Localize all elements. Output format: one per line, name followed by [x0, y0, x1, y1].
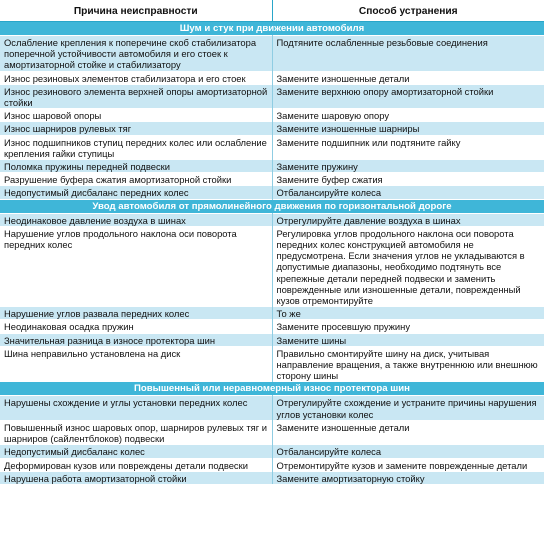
section-header-row — [0, 22, 544, 36]
fix-cell: Правильно смонтируйте шину на диск, учитывая направление вращения, а также внутреннюю или внешнюю сторону шины — [272, 346, 544, 382]
section-title: Повышенный или неравномерный износ протектора шин — [0, 382, 544, 396]
fix-cell: Замените просевшую пружину — [272, 320, 544, 333]
header-fix: Способ устранения — [272, 1, 544, 22]
header-row — [0, 1, 544, 22]
cause-cell: Ослабление крепления к поперечине скоб стабилизатора поперечной устойчивости автомобиля и его стоек к амортизаторной стойке и стабилизатору — [0, 36, 272, 72]
table-row — [0, 122, 544, 135]
cause-cell: Шина неправильно установлена на диск — [0, 346, 272, 382]
fix-cell: Замените пружину — [272, 160, 544, 173]
fix-cell: Отремонтируйте кузов и замените поврежденные детали — [272, 458, 544, 471]
table-row — [0, 213, 544, 226]
section-header-row — [0, 199, 544, 213]
section-title: Увод автомобиля от прямолинейного движения по горизонтальной дороге — [0, 199, 544, 213]
cause-cell: Износ резиновых элементов стабилизатора и его стоек — [0, 71, 272, 84]
cause-cell: Значительная разница в износе протектора шин — [0, 333, 272, 346]
table-row — [0, 71, 544, 84]
table-row — [0, 396, 544, 420]
cause-cell: Нарушение углов продольного наклона оси поворота передних колес — [0, 226, 272, 306]
table-row — [0, 458, 544, 471]
table-row — [0, 186, 544, 199]
table-row — [0, 173, 544, 186]
table-row — [0, 36, 544, 72]
fix-cell: То же — [272, 307, 544, 320]
table-row — [0, 109, 544, 122]
table-row — [0, 307, 544, 320]
table-row — [0, 471, 544, 484]
table-row — [0, 320, 544, 333]
fix-cell: Замените амортизаторную стойку — [272, 471, 544, 484]
fix-cell: Отрегулируйте давление воздуха в шинах — [272, 213, 544, 226]
cause-cell: Неодинаковая осадка пружин — [0, 320, 272, 333]
table-row — [0, 420, 544, 444]
cause-cell: Износ резинового элемента верхней опоры амортизаторной стойки — [0, 84, 272, 108]
fix-cell: Замените шины — [272, 333, 544, 346]
fix-cell: Замените верхнюю опору амортизаторной стойки — [272, 84, 544, 108]
cause-cell: Недопустимый дисбаланс колес — [0, 445, 272, 458]
cause-cell: Поломка пружины передней подвески — [0, 160, 272, 173]
table-row — [0, 84, 544, 108]
fix-cell: Замените шаровую опору — [272, 109, 544, 122]
section-header-row — [0, 382, 544, 396]
fix-cell: Замените буфер сжатия — [272, 173, 544, 186]
table-row — [0, 135, 544, 159]
header-cause: Причина неисправности — [0, 1, 272, 22]
fix-cell: Подтяните ослабленные резьбовые соединения — [272, 36, 544, 72]
fix-cell: Замените подшипник или подтяните гайку — [272, 135, 544, 159]
fix-cell: Регулировка углов продольного наклона оси поворота передних колес конструкцией автомобиля не предусмотрена. Если значения углов не укладываются в допустимые диапазоны, необходимо подтянуть все крепежные детали передней подвески и заменить поврежденные или изношенные детали, поврежденный кузов отремонтируйте — [272, 226, 544, 306]
cause-cell: Недопустимый дисбаланс передних колес — [0, 186, 272, 199]
table-row — [0, 226, 544, 306]
table-row — [0, 160, 544, 173]
cause-cell: Неодинаковое давление воздуха в шинах — [0, 213, 272, 226]
cause-cell: Нарушена работа амортизаторной стойки — [0, 471, 272, 484]
cause-cell: Повышенный износ шаровых опор, шарниров рулевых тяг и шарниров (сайлентблоков) подвески — [0, 420, 272, 444]
cause-cell: Износ шаровой опоры — [0, 109, 272, 122]
table-row — [0, 346, 544, 382]
fix-cell: Отбалансируйте колеса — [272, 445, 544, 458]
cause-cell: Износ подшипников ступиц передних колес или ослабление крепления гайки ступицы — [0, 135, 272, 159]
table-body — [0, 22, 544, 484]
table-row — [0, 445, 544, 458]
cause-cell: Нарушены схождение и углы установки передних колес — [0, 396, 272, 420]
cause-cell: Разрушение буфера сжатия амортизаторной стойки — [0, 173, 272, 186]
fix-cell: Замените изношенные шарниры — [272, 122, 544, 135]
cause-cell: Износ шарниров рулевых тяг — [0, 122, 272, 135]
cause-cell: Деформирован кузов или повреждены детали подвески — [0, 458, 272, 471]
table-row — [0, 333, 544, 346]
fix-cell: Замените изношенные детали — [272, 420, 544, 444]
fix-cell: Отрегулируйте схождение и устраните причины нарушения углов установки колес — [272, 396, 544, 420]
fix-cell: Отбалансируйте колеса — [272, 186, 544, 199]
fix-cell: Замените изношенные детали — [272, 71, 544, 84]
section-title: Шум и стук при движении автомобиля — [0, 22, 544, 36]
cause-cell: Нарушение углов развала передних колес — [0, 307, 272, 320]
